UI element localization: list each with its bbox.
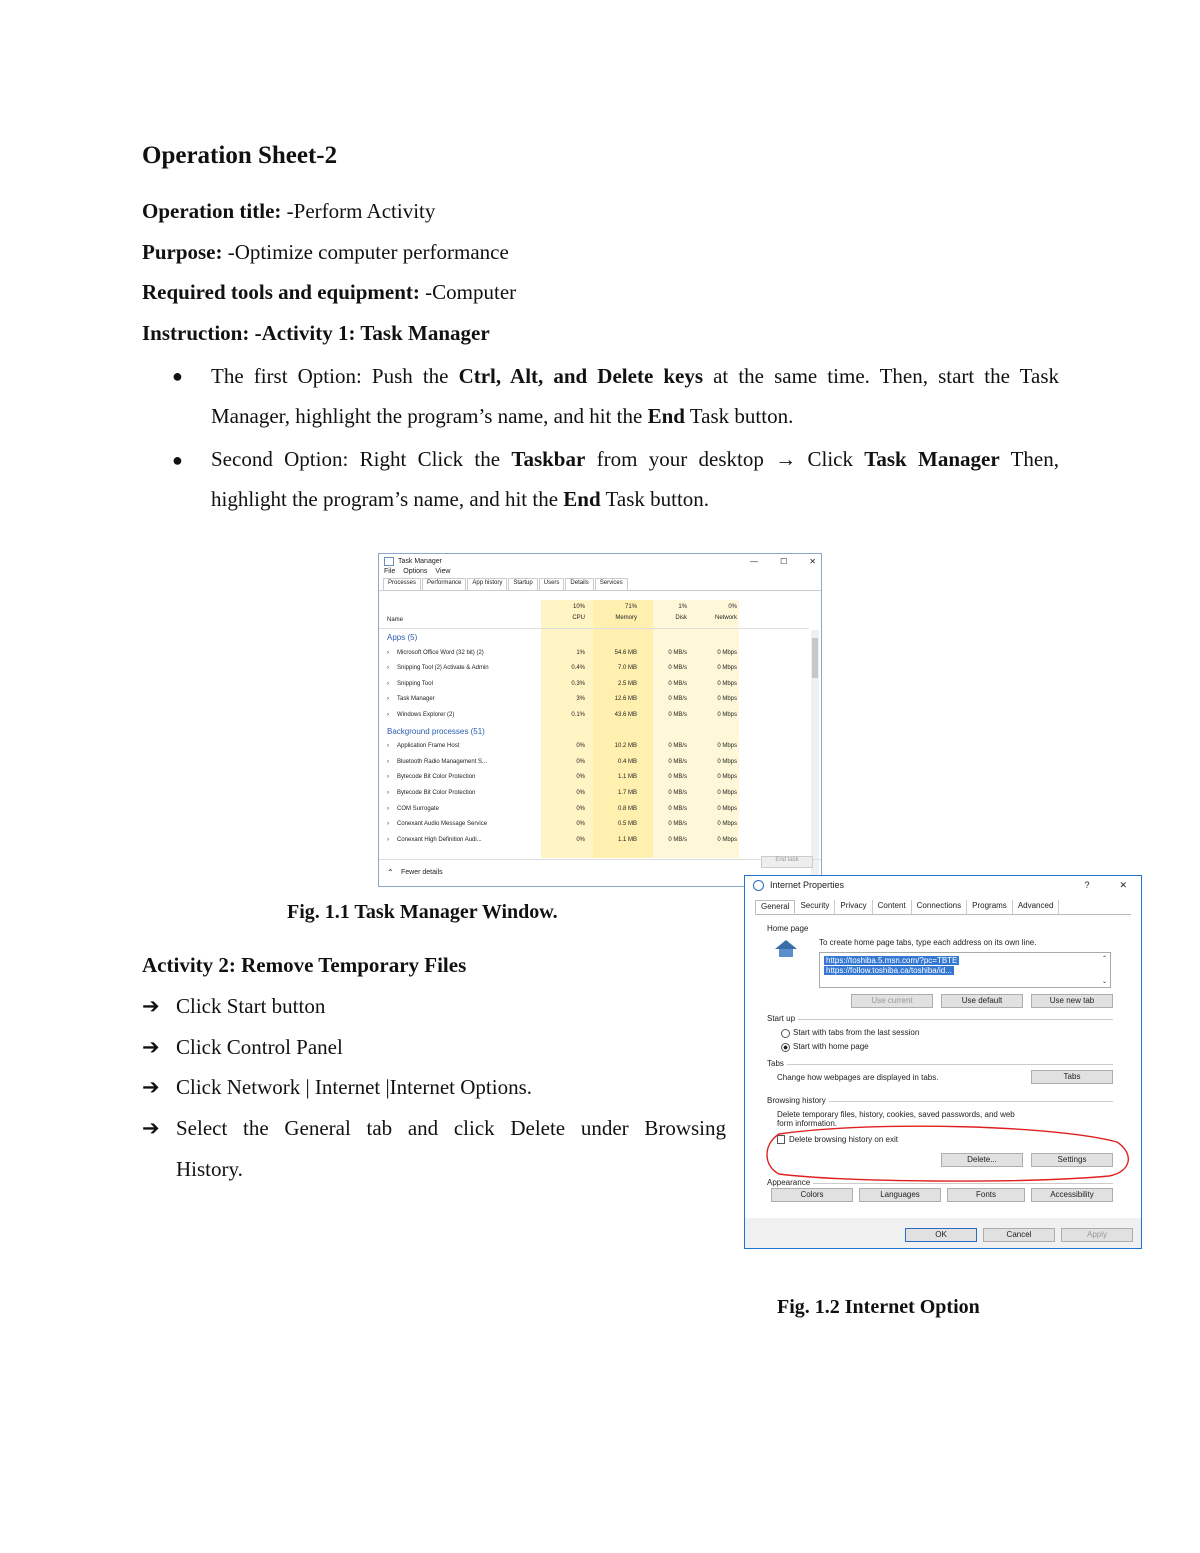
col-name[interactable]: Name: [387, 617, 404, 623]
scroll-down-icon[interactable]: ⌄: [1101, 979, 1107, 985]
step-2: Click Control Panel: [176, 1035, 343, 1059]
use-current-button[interactable]: Use current: [851, 994, 933, 1008]
bullet-2-taskmanager: Task Manager: [864, 447, 1000, 471]
process-cpu: 0%: [576, 821, 585, 828]
col-cpu-pct: 10%: [572, 604, 585, 610]
process-disk: 0 MB/s: [668, 758, 687, 765]
house-icon-body: [779, 949, 793, 957]
tab-privacy[interactable]: Privacy: [835, 900, 872, 914]
bullet-2-end: End: [563, 487, 601, 511]
bullet-2-taskbar: Taskbar: [511, 447, 586, 471]
close-icon[interactable]: ✕: [1119, 879, 1127, 890]
tm-app-icon: [384, 557, 394, 566]
process-disk: 0 MB/s: [668, 774, 687, 781]
process-network: 0 Mbps: [717, 836, 737, 843]
history-label: Browsing history: [767, 1096, 829, 1105]
chevron-up-icon[interactable]: ⌃: [387, 868, 394, 877]
house-icon: [775, 940, 797, 949]
chevron-right-icon[interactable]: ›: [387, 836, 389, 843]
tab-security[interactable]: Security: [795, 900, 835, 914]
red-annotation-circle: [759, 1124, 1129, 1184]
ip-title: Internet Properties: [770, 880, 845, 890]
tm-process-list: [379, 630, 809, 848]
scroll-up-icon[interactable]: ⌃: [1101, 956, 1107, 962]
process-cpu: 3%: [576, 696, 585, 703]
bullet-2-part: Task button.: [600, 487, 710, 511]
col-cpu[interactable]: CPU: [572, 615, 585, 621]
home-page-hint: To create home page tabs, type each address on its own line.: [819, 938, 1037, 947]
delete-button[interactable]: Delete...: [941, 1153, 1023, 1167]
process-memory: 10.2 MB: [614, 743, 637, 750]
startup-opt-1: Start with tabs from the last session: [793, 1028, 920, 1037]
chevron-right-icon[interactable]: ›: [387, 805, 389, 812]
col-net-pct: 0%: [728, 604, 737, 610]
startup-opt-2: Start with home page: [793, 1042, 869, 1051]
process-memory: 54.6 MB: [614, 649, 637, 656]
table-row[interactable]: [379, 833, 809, 849]
tools-line: [142, 280, 516, 305]
process-disk: 0 MB/s: [668, 836, 687, 843]
history-desc-2: form information.: [777, 1119, 838, 1128]
process-memory: 1.1 MB: [617, 836, 637, 843]
bullet-1-part: Task button.: [684, 404, 794, 428]
bullet-1-keys: Ctrl, Alt, and Delete keys: [458, 364, 704, 388]
process-name: COM Surrogate: [397, 805, 440, 812]
process-name: Bluetooth Radio Management S...: [397, 758, 488, 765]
table-row[interactable]: [379, 677, 809, 693]
settings-button[interactable]: Settings: [1031, 1153, 1113, 1167]
tabs-section-label: Tabs: [767, 1059, 787, 1068]
activity-2-heading: Activity 2: Remove Temporary Files: [142, 953, 467, 977]
step-4: Select the General tab and click Delete under Browsing: [176, 1116, 726, 1140]
ip-tabs: [755, 900, 1131, 915]
tm-titlebar: [379, 554, 821, 568]
process-name: Microsoft Office Word (32 bit) (2): [397, 649, 484, 656]
task-manager-window: [378, 553, 822, 887]
tm-tabs: [379, 578, 821, 591]
instruction-heading: Instruction: -Activity 1: Task Manager: [142, 321, 490, 345]
home-page-urls-textarea[interactable]: [819, 952, 1111, 988]
process-cpu: 0.3%: [571, 680, 585, 687]
bullet-1-text: [211, 356, 1059, 436]
bullet-2-part: Second Option: Right Click the: [211, 447, 512, 471]
bullet-dot: ●: [172, 450, 183, 470]
table-row[interactable]: [379, 786, 809, 802]
use-default-button[interactable]: Use default: [941, 994, 1023, 1008]
process-disk: 0 MB/s: [668, 711, 687, 718]
close-icon[interactable]: ✕: [809, 556, 816, 566]
bullet-1-part: at the same time. Then, start the Task Manager, highlight the program’s name, and hit the: [211, 364, 1060, 428]
process-name: Snipping Tool: [397, 680, 433, 687]
process-name: Bytecode Bit Color Protection: [397, 774, 476, 781]
process-disk: 0 MB/s: [668, 696, 687, 703]
process-disk: 0 MB/s: [668, 665, 687, 672]
process-network: 0 Mbps: [717, 711, 737, 718]
maximize-icon[interactable]: ☐: [780, 556, 788, 566]
apply-button[interactable]: Apply: [1061, 1228, 1133, 1242]
process-network: 0 Mbps: [717, 696, 737, 703]
tab-advanced[interactable]: Advanced: [1013, 900, 1060, 914]
process-group-header[interactable]: Apps (5): [387, 633, 418, 642]
purpose-label: Purpose:: [142, 240, 223, 264]
use-new-tab-button[interactable]: Use new tab: [1031, 994, 1113, 1008]
col-mem-pct: 71%: [624, 604, 637, 610]
appearance-divider: [767, 1183, 1113, 1184]
chevron-right-icon[interactable]: ›: [387, 789, 389, 796]
process-memory: 43.6 MB: [614, 711, 637, 718]
tab-performance[interactable]: Performance: [422, 578, 466, 590]
tm-title: Task Manager: [398, 557, 442, 565]
process-name: Application Frame Host: [397, 743, 460, 750]
chevron-right-icon[interactable]: ›: [387, 649, 389, 656]
bullet-1-part: The first Option: Push the: [211, 364, 459, 388]
process-memory: 1.1 MB: [617, 774, 637, 781]
tab-programs[interactable]: Programs: [967, 900, 1013, 914]
step-1: Click Start button: [176, 994, 326, 1018]
end-task-button[interactable]: End task: [761, 856, 813, 868]
chevron-right-icon[interactable]: ›: [387, 711, 389, 718]
ip-titlebar: [745, 876, 1141, 894]
table-row[interactable]: [379, 661, 809, 677]
op-title-label: Operation title:: [142, 199, 282, 223]
home-url-1: https://toshiba.5.msn.com/?pc=TBTE: [826, 956, 958, 965]
process-network: 0 Mbps: [717, 743, 737, 750]
chevron-right-icon[interactable]: ›: [387, 696, 389, 703]
delete-on-exit-label: Delete browsing history on exit: [789, 1135, 898, 1144]
tabs-desc: Change how webpages are displayed in tabs.: [777, 1073, 939, 1082]
process-memory: 12.6 MB: [614, 696, 637, 703]
tm-column-header: [379, 600, 809, 629]
chevron-right-icon[interactable]: ›: [387, 743, 389, 750]
tools-value: -Computer: [419, 280, 517, 304]
process-name: Conexant High Definition Audi...: [397, 836, 482, 843]
process-cpu: 0%: [576, 805, 585, 812]
col-disk-pct: 1%: [678, 604, 687, 610]
arrow-icon: ➔: [142, 994, 160, 1018]
process-disk: 0 MB/s: [668, 743, 687, 750]
minimize-icon[interactable]: —: [750, 556, 759, 566]
process-memory: 2.5 MB: [617, 680, 637, 687]
ip-footer: [745, 1218, 1141, 1248]
tab-services[interactable]: Services: [595, 578, 628, 590]
chevron-right-icon[interactable]: ›: [387, 774, 389, 781]
process-cpu: 0%: [576, 836, 585, 843]
tab-content[interactable]: Content: [873, 900, 912, 914]
process-name: Windows Explorer (2): [397, 711, 455, 718]
process-cpu: 0.1%: [571, 711, 585, 718]
process-disk: 0 MB/s: [668, 821, 687, 828]
table-row[interactable]: [379, 646, 809, 662]
home-url-2: https://follow.toshiba.ca/toshiba/id...: [826, 966, 952, 975]
arrow-icon: ➔: [142, 1075, 160, 1099]
process-network: 0 Mbps: [717, 665, 737, 672]
tm-menu-file[interactable]: File: [384, 568, 396, 575]
process-disk: 0 MB/s: [668, 649, 687, 656]
tm-scroll-thumb[interactable]: [812, 638, 818, 678]
process-cpu: 0%: [576, 758, 585, 765]
process-memory: 1.7 MB: [617, 789, 637, 796]
process-cpu: 0%: [576, 789, 585, 796]
tab-users[interactable]: Users: [539, 578, 565, 590]
purpose-value: -Optimize computer performance: [222, 240, 509, 264]
arrow-icon: ➔: [142, 1035, 160, 1059]
cancel-button[interactable]: Cancel: [983, 1228, 1055, 1242]
tab-startup[interactable]: Startup: [508, 578, 537, 590]
startup-divider: [767, 1019, 1113, 1020]
tm-scrollbar[interactable]: [811, 630, 819, 887]
bullet-dot: ●: [172, 366, 183, 386]
process-cpu: 0%: [576, 743, 585, 750]
process-disk: 0 MB/s: [668, 680, 687, 687]
process-memory: 7.0 MB: [617, 665, 637, 672]
chevron-right-icon[interactable]: ›: [387, 821, 389, 828]
table-row[interactable]: [379, 692, 809, 708]
tabs-button[interactable]: Tabs: [1031, 1070, 1113, 1084]
process-network: 0 Mbps: [717, 789, 737, 796]
process-name: Task Manager: [397, 696, 435, 703]
chevron-right-icon[interactable]: ›: [387, 680, 389, 687]
page-title: Operation Sheet-2: [142, 142, 338, 169]
accessibility-button[interactable]: Accessibility: [1031, 1188, 1113, 1202]
table-row[interactable]: [379, 739, 809, 755]
tab-connections[interactable]: Connections: [912, 900, 967, 914]
process-disk: 0 MB/s: [668, 789, 687, 796]
table-row[interactable]: [379, 770, 809, 786]
radio-home-page[interactable]: [781, 1043, 790, 1052]
op-title-value: -Perform Activity: [281, 199, 436, 223]
startup-label: Start up: [767, 1014, 798, 1023]
appearance-label: Appearance: [767, 1178, 813, 1187]
operation-title-line: [142, 199, 435, 224]
process-name: Snipping Tool (2) Activate & Admin: [397, 665, 489, 672]
step-4-continued: History.: [176, 1157, 243, 1181]
tm-menu-view[interactable]: View: [435, 568, 451, 575]
radio-last-session[interactable]: [781, 1029, 790, 1038]
process-network: 0 Mbps: [717, 805, 737, 812]
bullet-2-text: [211, 439, 1059, 519]
process-cpu: 0.4%: [571, 665, 585, 672]
bullet-1-end: End: [647, 404, 685, 428]
process-network: 0 Mbps: [717, 680, 737, 687]
purpose-line: [142, 240, 509, 265]
process-network: 0 Mbps: [717, 774, 737, 781]
process-disk: 0 MB/s: [668, 805, 687, 812]
process-name: Bytecode Bit Color Protection: [397, 789, 476, 796]
home-page-label: Home page: [767, 924, 809, 933]
globe-icon: [753, 880, 764, 891]
process-cpu: 1%: [576, 649, 585, 656]
bullet-2-part: Then, highlight the program’s name, and hit the: [211, 447, 1059, 511]
process-group-header[interactable]: Background processes (51): [387, 726, 485, 736]
step-3: Click Network | Internet |Internet Options.: [176, 1075, 532, 1099]
process-cpu: 0%: [576, 774, 585, 781]
chevron-right-icon[interactable]: ›: [387, 665, 389, 672]
process-network: 0 Mbps: [717, 821, 737, 828]
tab-processes[interactable]: Processes: [383, 578, 421, 590]
help-icon[interactable]: ?: [1084, 880, 1090, 890]
figure-2-caption: Fig. 1.2 Internet Option: [777, 1296, 980, 1318]
arrow-icon: ➔: [142, 1116, 160, 1140]
tools-label: Required tools and equipment:: [142, 280, 420, 304]
fewer-details-link[interactable]: Fewer details: [401, 869, 443, 876]
process-memory: 0.5 MB: [617, 821, 637, 828]
process-name: Conexant Audio Message Service: [397, 821, 488, 828]
bullet-2-part: Click: [796, 447, 865, 471]
col-network[interactable]: Network: [714, 615, 737, 621]
figure-1-caption: Fig. 1.1 Task Manager Window.: [287, 901, 558, 923]
chevron-right-icon[interactable]: ›: [387, 758, 389, 765]
internet-properties-dialog: [744, 875, 1142, 1249]
process-memory: 0.4 MB: [617, 758, 637, 765]
table-row[interactable]: [379, 817, 809, 833]
colors-button[interactable]: Colors: [771, 1188, 853, 1202]
process-network: 0 Mbps: [717, 649, 737, 656]
col-memory[interactable]: Memory: [615, 615, 637, 621]
languages-button[interactable]: Languages: [859, 1188, 941, 1202]
tab-general[interactable]: General: [755, 900, 795, 914]
col-disk[interactable]: Disk: [675, 615, 687, 621]
process-network: 0 Mbps: [717, 758, 737, 765]
table-row[interactable]: [379, 755, 809, 771]
history-desc-1: Delete temporary files, history, cookies, saved passwords, and web: [777, 1110, 1015, 1119]
tab-app-history[interactable]: App history: [467, 578, 507, 590]
bullet-2-part: from your desktop: [585, 447, 776, 471]
tab-details[interactable]: Details: [565, 578, 593, 590]
arrow-icon: →: [775, 447, 797, 471]
tabs-divider: [767, 1064, 1113, 1065]
process-memory: 0.8 MB: [617, 805, 637, 812]
fonts-button[interactable]: Fonts: [947, 1188, 1025, 1202]
table-row[interactable]: [379, 802, 809, 818]
table-row[interactable]: [379, 708, 809, 724]
tm-menu-options[interactable]: Options: [403, 568, 428, 575]
ok-button[interactable]: OK: [905, 1228, 977, 1242]
tm-menubar: [379, 568, 821, 578]
